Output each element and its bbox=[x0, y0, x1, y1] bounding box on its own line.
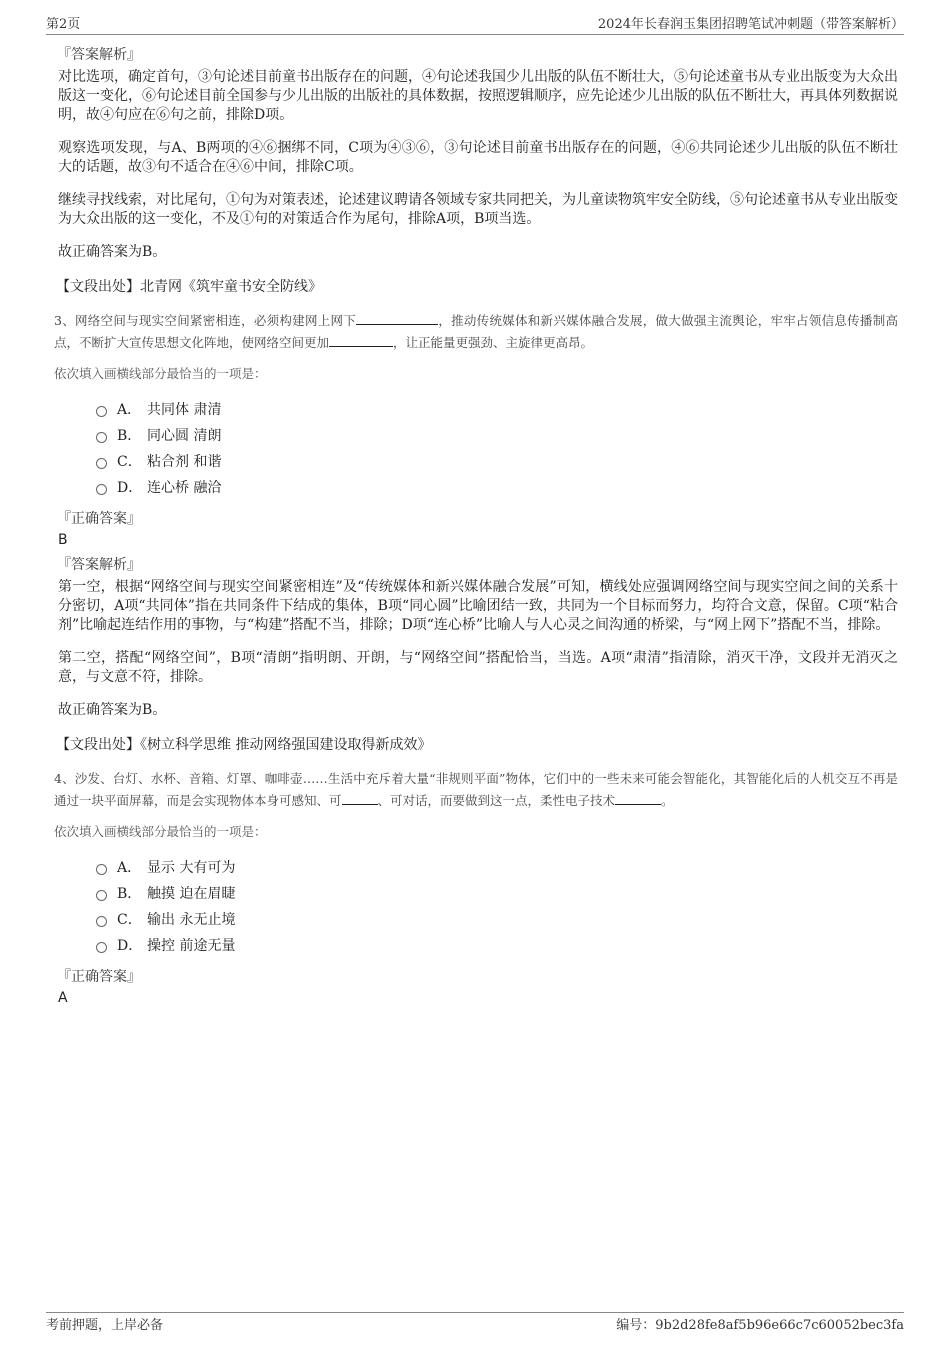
page-number: 第2页 bbox=[46, 17, 81, 32]
correct-answer: B bbox=[58, 532, 68, 548]
question-4-options bbox=[96, 854, 898, 958]
radio-icon[interactable] bbox=[96, 458, 107, 469]
analysis-paragraph: 继续寻找线索，对比尾句，①句为对策表述，论述建议聘请各领域专家共同把关，为儿童读物筑牢安全防线，⑤句论述童书从专业出版变为大众出版的这一变化，不及①句的对策适合作为尾句，排除A项，B项当选。 bbox=[58, 192, 898, 227]
option-a[interactable]: A． 显示 大有可为 bbox=[96, 854, 898, 880]
question-4-text: 4、沙发、台灯、水杯、音箱、灯罩、咖啡壶……生活中充斥着大量“非规则平面”物体，它们中的一些未来可能会智能化，其智能化后的人机交互不再是通过一块平面屏幕，而是会实现物体本身可感知、可 、可对话，而要做到这一点，柔性电子技术 。 bbox=[54, 771, 898, 808]
analysis-label: 『答案解析』 bbox=[57, 557, 141, 573]
question-3-text: 3、网络空间与现实空间紧密相连，必须构建网上网下 ，推动传统媒体和新兴媒体融合发展，做大做强主流舆论，牢牢占领信息传播制高点，不断扩大宣传思想文化阵地，使网络空间更加 ，让正能量更强劲、主旋律更高昂。 bbox=[54, 313, 898, 350]
analysis-paragraph: 对比选项，确定首句，③句论述目前童书出版存在的问题，④句论述我国少儿出版的队伍不断壮大，⑤句论述童书从专业出版变为大众出版这一变化，⑥句论述目前全国参与少儿出版的出版社的具体数据，按照逻辑顺序，应先论述少儿出版的队伍不断壮大，再具体列数据说明，故④句应在⑥句之前，排除D项。 bbox=[58, 69, 898, 123]
correct-answer: A bbox=[58, 990, 68, 1006]
radio-icon[interactable] bbox=[96, 406, 107, 417]
correct-answer-label: 『正确答案』 bbox=[57, 969, 141, 985]
option-b[interactable]: B． 同心圆 清朗 bbox=[96, 422, 898, 448]
analysis-paragraph: 第二空，搭配“网络空间”，B项“清朗”指明朗、开朗，与“网络空间”搭配恰当，当选。A项“肃清”指清除，消灭干净，文段并无消灭之意，与文意不符，排除。 bbox=[58, 650, 898, 685]
document-title: 2024年长春润玉集团招聘笔试冲刺题（带答案解析） bbox=[597, 17, 904, 32]
option-d[interactable]: D． 连心桥 融洽 bbox=[96, 474, 898, 500]
option-a[interactable]: A． 共同体 肃清 bbox=[96, 396, 898, 422]
question-3-prompt: 依次填入画横线部分最恰当的一项是： bbox=[54, 366, 267, 381]
radio-icon[interactable] bbox=[96, 484, 107, 495]
analysis-conclusion: 故正确答案为B。 bbox=[58, 244, 167, 260]
question-3-options bbox=[96, 396, 898, 500]
document-id: 编号：9b2d28fe8af5b96e66c7c60052bec3fa bbox=[616, 1318, 904, 1333]
analysis-paragraph: 观察选项发现，与A、B两项的④⑥捆绑不同，C项为④③⑥，③句论述目前童书出版存在的问题，④⑥共同论述少儿出版的队伍不断壮大的话题，故③句不适合在④⑥中间，排除C项。 bbox=[58, 140, 898, 175]
source-citation: 【文段出处】《树立科学思维 推动网络强国建设取得新成效》 bbox=[56, 737, 432, 753]
radio-icon[interactable] bbox=[96, 864, 107, 875]
option-c[interactable]: C． 粘合剂 和谐 bbox=[96, 448, 898, 474]
correct-answer-label: 『正确答案』 bbox=[57, 511, 141, 527]
fill-blank bbox=[615, 792, 661, 805]
analysis-paragraph: 第一空，根据“网络空间与现实空间紧密相连”及“传统媒体和新兴媒体融合发展”可知，横线处应强调网络空间与现实空间之间的关系十分密切，A项“共同体”指在共同条件下结成的集体，B项“同心圆”比喻团结一致，共同为一个目标而努力，均符合文意，保留。C项“粘合剂”比喻起连结作用的事物，与“构建”搭配不当，排除；D项“连心桥”比喻人与人心灵之间沟通的桥梁，与“网上网下”搭配不当，排除。 bbox=[58, 579, 898, 633]
option-c[interactable]: C． 输出 永无止境 bbox=[96, 906, 898, 932]
page-footer bbox=[46, 1312, 904, 1333]
radio-icon[interactable] bbox=[96, 890, 107, 901]
analysis-label: 『答案解析』 bbox=[57, 47, 141, 63]
radio-icon[interactable] bbox=[96, 916, 107, 927]
option-d[interactable]: D． 操控 前途无量 bbox=[96, 932, 898, 958]
footer-slogan: 考前押题，上岸必备 bbox=[46, 1318, 164, 1333]
source-citation: 【文段出处】北青网《筑牢童书安全防线》 bbox=[56, 279, 322, 295]
fill-blank bbox=[356, 312, 438, 325]
radio-icon[interactable] bbox=[96, 432, 107, 443]
fill-blank bbox=[329, 334, 393, 347]
question-4-prompt: 依次填入画横线部分最恰当的一项是： bbox=[54, 824, 267, 839]
radio-icon[interactable] bbox=[96, 942, 107, 953]
analysis-conclusion: 故正确答案为B。 bbox=[58, 702, 167, 718]
option-b[interactable]: B． 触摸 迫在眉睫 bbox=[96, 880, 898, 906]
document-body bbox=[54, 44, 898, 1012]
fill-blank bbox=[342, 792, 378, 805]
page-header bbox=[46, 14, 904, 35]
